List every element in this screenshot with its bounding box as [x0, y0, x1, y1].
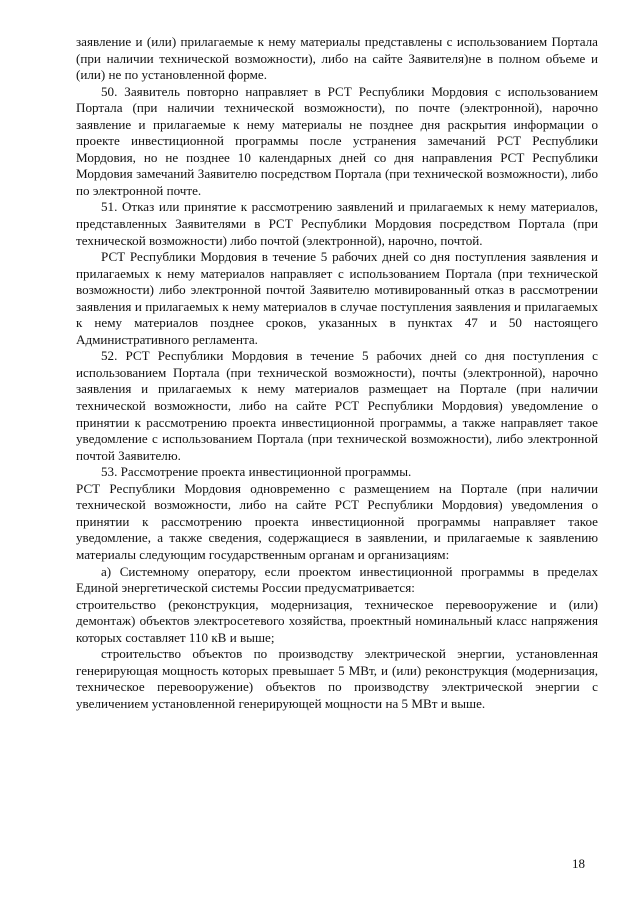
paragraph-50: 50. Заявитель повторно направляет в РСТ Республики Мордовия с использованием Портала (при наличии технической возможности), по почте (электронной), нарочно заявление и прилагаемые к нему материалы не позднее дня раскрытия информации о проекте инвестиционной программы после устранения замечаний РСТ Республики Мордовия, но не позднее 10 календарных дней со дня направления РСТ Республики Мордовия замечаний Заявителю посредством Портала (при технической возможности), либо по электронной почте.: [76, 83, 598, 198]
paragraph-53-item-a-generation: строительство объектов по производству электрической энергии, установленная генерирующая мощность которых превышает 5 МВт, и (или) реконструкция (модернизация, техническое перевооружение) объектов по производству электрической энергии с увеличением установленной генерирующей мощности на 5 МВт и выше.: [76, 646, 598, 711]
paragraph-52: 52. РСТ Республики Мордовия в течение 5 рабочих дней со дня поступления с использованием Портала (при технической возможности), почты (электронной), нарочно заявления и прилагаемых к нему материалов размещает на Портале (при наличии технической возможности, либо на сайте РСТ Республики Мордовия) уведомление о принятии к рассмотрению проекта инвестиционной программы, а также направляет такое уведомление с использованием Портала (при технической возможности), либо электронной почтой Заявителю.: [76, 348, 598, 463]
paragraph-continuation: заявление и (или) прилагаемые к нему материалы представлены с использованием Портала (при наличии технической возможности), либо на сайте Заявителя)не в полном объеме и (или) не по установленной форме.: [76, 34, 598, 83]
paragraph-51: 51. Отказ или принятие к рассмотрению заявлений и прилагаемых к нему материалов, представленных Заявителями в РСТ Республики Мордовия посредством Портала (при технической возможности) либо почтой (электронной), нарочно, почтой.: [76, 199, 598, 248]
paragraph-53-item-a-construction: строительство (реконструкция, модернизация, техническое перевооружение и (или) демонтаж) объектов электросетевого хозяйства, проектный номинальный класс напряжения которых составляет 110 кВ и выше;: [76, 596, 598, 645]
document-body: [76, 34, 598, 712]
paragraph-53-heading: 53. Рассмотрение проекта инвестиционной программы.: [101, 464, 412, 480]
page-number: 18: [572, 856, 585, 871]
paragraph-51-refusal: РСТ Республики Мордовия в течение 5 рабочих дней со дня поступления заявления и прилагаемых к нему материалов направляет с использованием Портала (при технической возможности) либо электронной почтой Заявителю мотивированный отказ в рассмотрении заявления и прилагаемых к нему материалов в случае поступления заявления и прилагаемых к нему материалов позднее сроков, указанных в пунктах 47 и 50 настоящего Административного регламента.: [76, 249, 598, 347]
paragraph-53-item-a: а) Системному оператору, если проектом инвестиционной программы в пределах Единой энергетической системы России предусматривается:: [76, 563, 598, 596]
paragraph-53-body: РСТ Республики Мордовия одновременно с размещением на Портале (при наличии технической возможности, либо на сайте РСТ Республики Мордовия) уведомления о принятии к рассмотрению проекта инвестиционной программы направляет такое уведомление, а также сведения, содержащиеся в заявлении, и прилагаемые к заявлению материалы следующим государственным органам и организациям:: [76, 480, 598, 562]
